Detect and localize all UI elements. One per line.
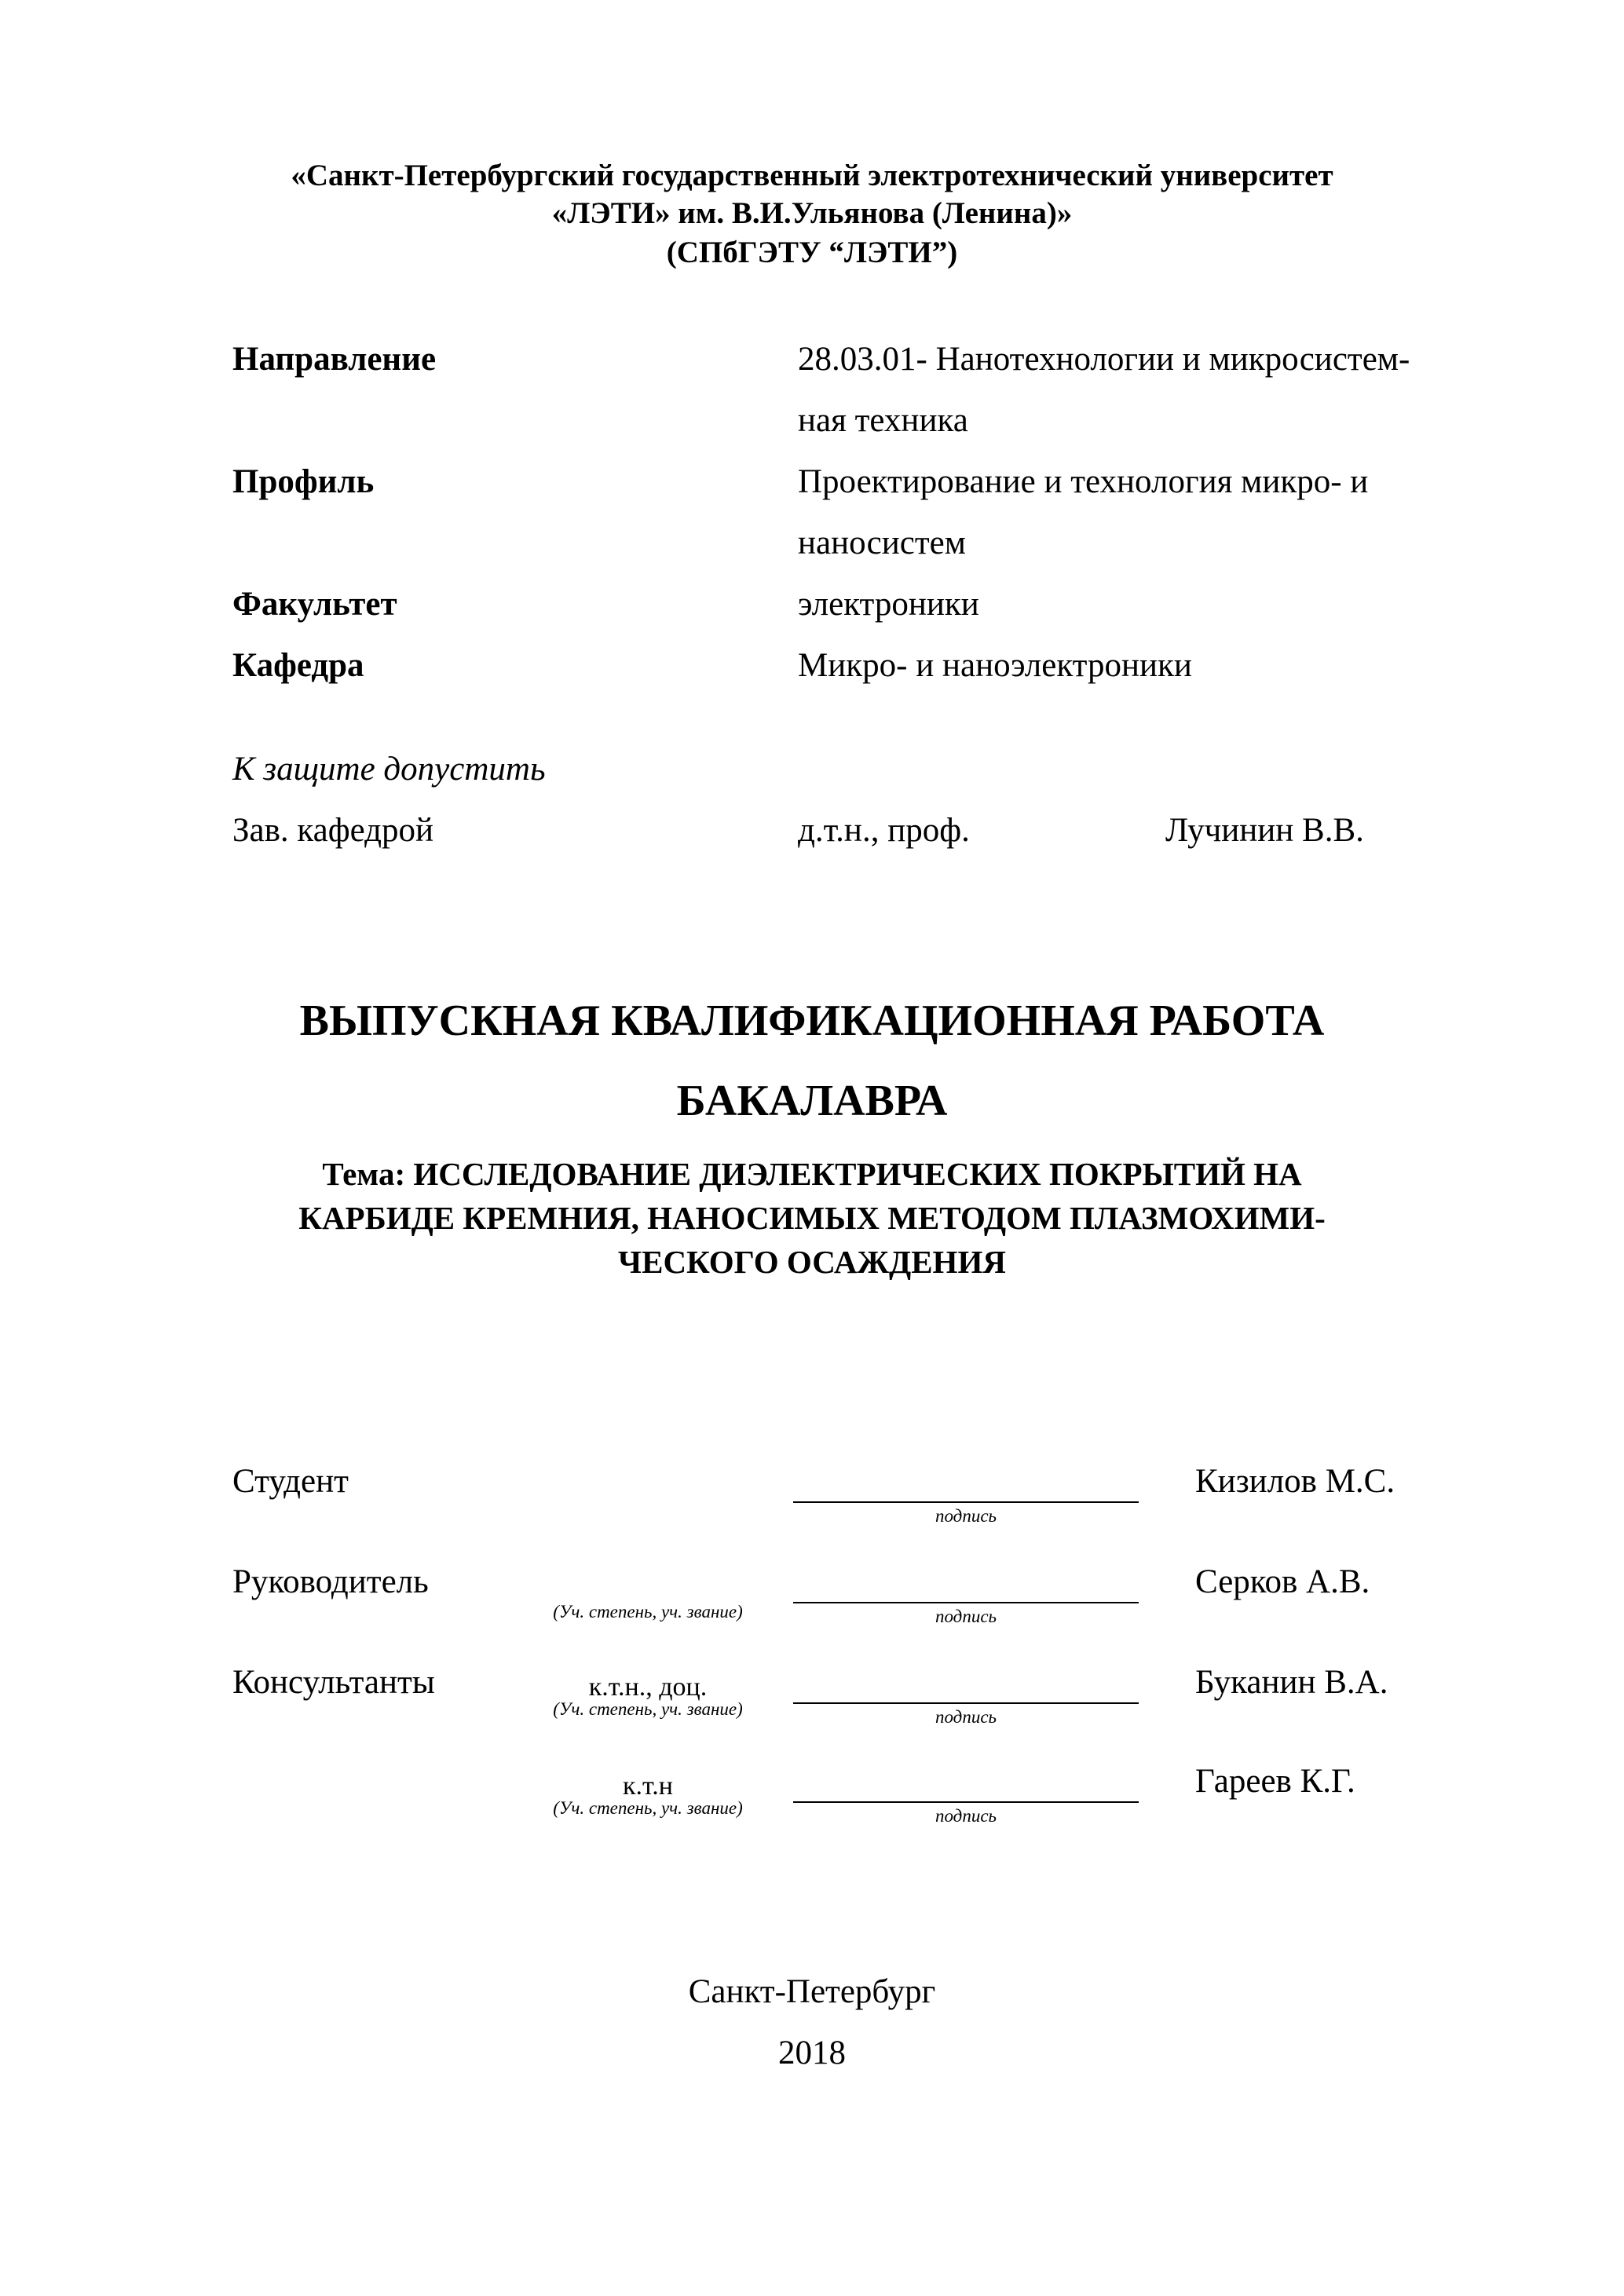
supervisor-name: Серков А.В. <box>1195 1563 1370 1600</box>
consultant2-signature-line <box>793 1801 1139 1803</box>
direction-value-line2: ная техника <box>798 402 968 439</box>
faculty-label: Факультет <box>232 586 397 623</box>
student-signature-line <box>793 1501 1139 1503</box>
consultant2-name: Гареев К.Г. <box>1195 1763 1355 1800</box>
footer-city: Санкт-Петербург <box>688 1973 936 2010</box>
student-role: Студент <box>232 1463 349 1500</box>
profile-value-line1: Проектирование и технология микро- и <box>798 463 1369 500</box>
consultant2-signature-caption: подпись <box>935 1806 997 1826</box>
profile-value <box>798 452 1520 574</box>
faculty-value: электроники <box>798 586 979 623</box>
supervisor-signature-line <box>793 1602 1139 1603</box>
university-name: «Санкт-Петербургский государственный электротехнический университет <box>291 159 1333 192</box>
consultant1-signature-line <box>793 1702 1139 1704</box>
consultant1-name: Буканин В.А. <box>1195 1664 1388 1701</box>
direction-value <box>798 329 1520 452</box>
department-label: Кафедра <box>232 647 364 684</box>
approval-text: К защите допустить <box>232 751 546 788</box>
supervisor-role: Руководитель <box>232 1563 429 1600</box>
consultant1-signature-caption: подпись <box>935 1707 997 1727</box>
university-name-cont: «ЛЭТИ» им. В.И.Ульянова (Ленина)» <box>551 196 1073 230</box>
direction-value-line1: 28.03.01- Нанотехнологии и микросистем- <box>798 341 1410 378</box>
consultants-role: Консультанты <box>232 1664 435 1701</box>
consultant1-degree-caption: (Уч. степень, уч. звание) <box>553 1699 743 1719</box>
supervisor-degree-caption: (Уч. степень, уч. звание) <box>553 1602 743 1621</box>
topic-line3: ЧЕСКОГО ОСАЖДЕНИЯ <box>618 1244 1006 1280</box>
student-signature-caption: подпись <box>935 1506 997 1526</box>
university-abbr: (СПбГЭТУ “ЛЭТИ”) <box>666 236 958 269</box>
profile-value-line2: наносистем <box>798 525 966 561</box>
direction-label: Направление <box>232 341 437 378</box>
head-degree: д.т.н., проф. <box>798 812 970 849</box>
topic-line2: КАРБИДЕ КРЕМНИЯ, НАНОСИМЫХ МЕТОДОМ ПЛАЗМОХИМИ- <box>298 1200 1326 1236</box>
student-name: Кизилов М.С. <box>1195 1463 1395 1500</box>
head-name: Лучинин В.В. <box>1165 812 1364 849</box>
head-role: Зав. кафедрой <box>232 812 434 849</box>
consultant2-degree: к.т.н <box>622 1771 673 1801</box>
work-title: ВЫПУСКНАЯ КВАЛИФИКАЦИОННАЯ РАБОТА <box>299 996 1325 1045</box>
profile-label: Профиль <box>232 463 375 500</box>
consultant1-degree: к.т.н., доц. <box>588 1673 708 1702</box>
department-value: Микро- и наноэлектроники <box>798 647 1192 684</box>
supervisor-signature-caption: подпись <box>935 1607 997 1626</box>
consultant2-degree-caption: (Уч. степень, уч. звание) <box>553 1798 743 1818</box>
footer-year: 2018 <box>778 2035 846 2071</box>
work-title-degree: БАКАЛАВРА <box>676 1077 948 1125</box>
topic-line1: Тема: ИССЛЕДОВАНИЕ ДИЭЛЕКТРИЧЕСКИХ ПОКРЫТИЙ НА <box>322 1156 1302 1192</box>
